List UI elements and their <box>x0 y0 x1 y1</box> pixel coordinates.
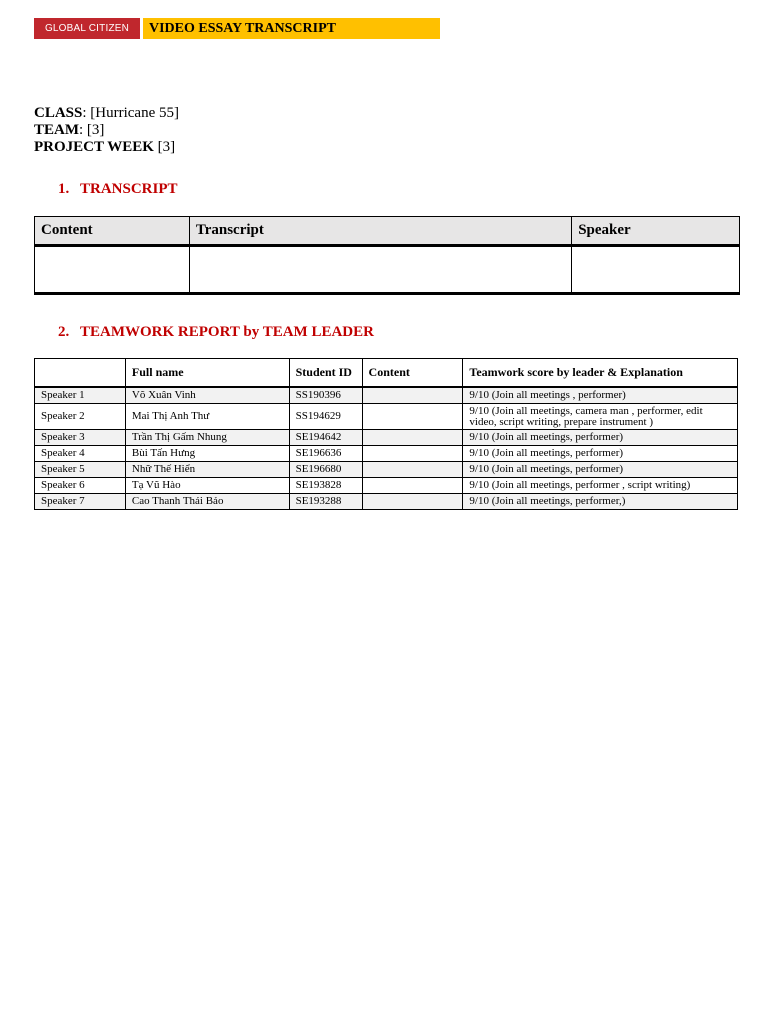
brand-badge: GLOBAL CITIZEN <box>34 18 140 39</box>
class-label: CLASS <box>34 105 83 121</box>
team-line <box>34 122 179 139</box>
section-title: TEAMWORK REPORT by TEAM LEADER <box>80 324 374 340</box>
header-student-id: Student ID <box>289 359 362 388</box>
cell-speaker: Speaker 3 <box>35 430 126 446</box>
cell-student-id: SE196680 <box>289 462 362 478</box>
header-speaker <box>35 359 126 388</box>
cell-content[interactable] <box>362 404 463 430</box>
section-title: TRANSCRIPT <box>80 181 178 197</box>
header-transcript: Transcript <box>189 217 571 246</box>
cell-full-name: Võ Xuân Vinh <box>125 387 289 404</box>
section-heading-teamwork <box>58 324 374 341</box>
section-number: 1. <box>58 181 70 197</box>
cell-full-name: Trần Thị Gấm Nhung <box>125 430 289 446</box>
class-value: : [Hurricane 55] <box>82 105 179 121</box>
cell-speaker[interactable] <box>572 246 740 294</box>
table-row <box>35 478 738 494</box>
cell-full-name: Cao Thanh Thái Bảo <box>125 494 289 510</box>
cell-student-id: SE193288 <box>289 494 362 510</box>
transcript-table <box>34 216 740 295</box>
document-title: VIDEO ESSAY TRANSCRIPT <box>143 18 440 39</box>
header-content: Content <box>35 217 190 246</box>
cell-full-name: Mai Thị Anh Thư <box>125 404 289 430</box>
cell-speaker: Speaker 2 <box>35 404 126 430</box>
table-row <box>35 404 738 430</box>
cell-full-name: Nhữ Thế Hiển <box>125 462 289 478</box>
table-row <box>35 494 738 510</box>
table-row <box>35 387 738 404</box>
table-header-row <box>35 359 738 388</box>
cell-speaker: Speaker 6 <box>35 478 126 494</box>
cell-content[interactable] <box>362 430 463 446</box>
cell-teamwork-score: 9/10 (Join all meetings, camera man , performer, edit video, script writing, prepare instrument ) <box>463 404 738 430</box>
cell-speaker: Speaker 1 <box>35 387 126 404</box>
cell-teamwork-score: 9/10 (Join all meetings, performer , script writing) <box>463 478 738 494</box>
cell-teamwork-score: 9/10 (Join all meetings, performer) <box>463 430 738 446</box>
header-teamwork-score: Teamwork score by leader & Explanation <box>463 359 738 388</box>
header-full-name: Full name <box>125 359 289 388</box>
week-value: [3] <box>153 139 176 155</box>
table-row <box>35 446 738 462</box>
meta-block <box>34 105 179 156</box>
team-value: : [3] <box>79 122 105 138</box>
header-speaker: Speaker <box>572 217 740 246</box>
cell-speaker: Speaker 4 <box>35 446 126 462</box>
cell-content[interactable] <box>362 462 463 478</box>
table-row <box>35 246 740 294</box>
cell-content[interactable] <box>362 494 463 510</box>
week-label: PROJECT WEEK <box>34 139 154 155</box>
document-header <box>34 18 440 39</box>
cell-content[interactable] <box>362 387 463 404</box>
class-line <box>34 105 179 122</box>
table-row <box>35 430 738 446</box>
team-label: TEAM <box>34 122 79 138</box>
cell-student-id: SE193828 <box>289 478 362 494</box>
cell-teamwork-score: 9/10 (Join all meetings, performer) <box>463 446 738 462</box>
header-content: Content <box>362 359 463 388</box>
teamwork-table <box>34 358 738 510</box>
cell-teamwork-score: 9/10 (Join all meetings , performer) <box>463 387 738 404</box>
section-number: 2. <box>58 324 70 340</box>
cell-student-id: SE194642 <box>289 430 362 446</box>
cell-transcript[interactable] <box>189 246 571 294</box>
table-header-row <box>35 217 740 246</box>
cell-full-name: Bùi Tấn Hưng <box>125 446 289 462</box>
cell-teamwork-score: 9/10 (Join all meetings, performer,) <box>463 494 738 510</box>
cell-content[interactable] <box>362 478 463 494</box>
cell-speaker: Speaker 5 <box>35 462 126 478</box>
week-line <box>34 139 179 156</box>
cell-full-name: Tạ Vũ Hào <box>125 478 289 494</box>
table-row <box>35 462 738 478</box>
cell-speaker: Speaker 7 <box>35 494 126 510</box>
cell-student-id: SE196636 <box>289 446 362 462</box>
cell-content[interactable] <box>35 246 190 294</box>
cell-student-id: SS194629 <box>289 404 362 430</box>
cell-student-id: SS190396 <box>289 387 362 404</box>
cell-teamwork-score: 9/10 (Join all meetings, performer) <box>463 462 738 478</box>
cell-content[interactable] <box>362 446 463 462</box>
section-heading-transcript <box>58 181 178 198</box>
